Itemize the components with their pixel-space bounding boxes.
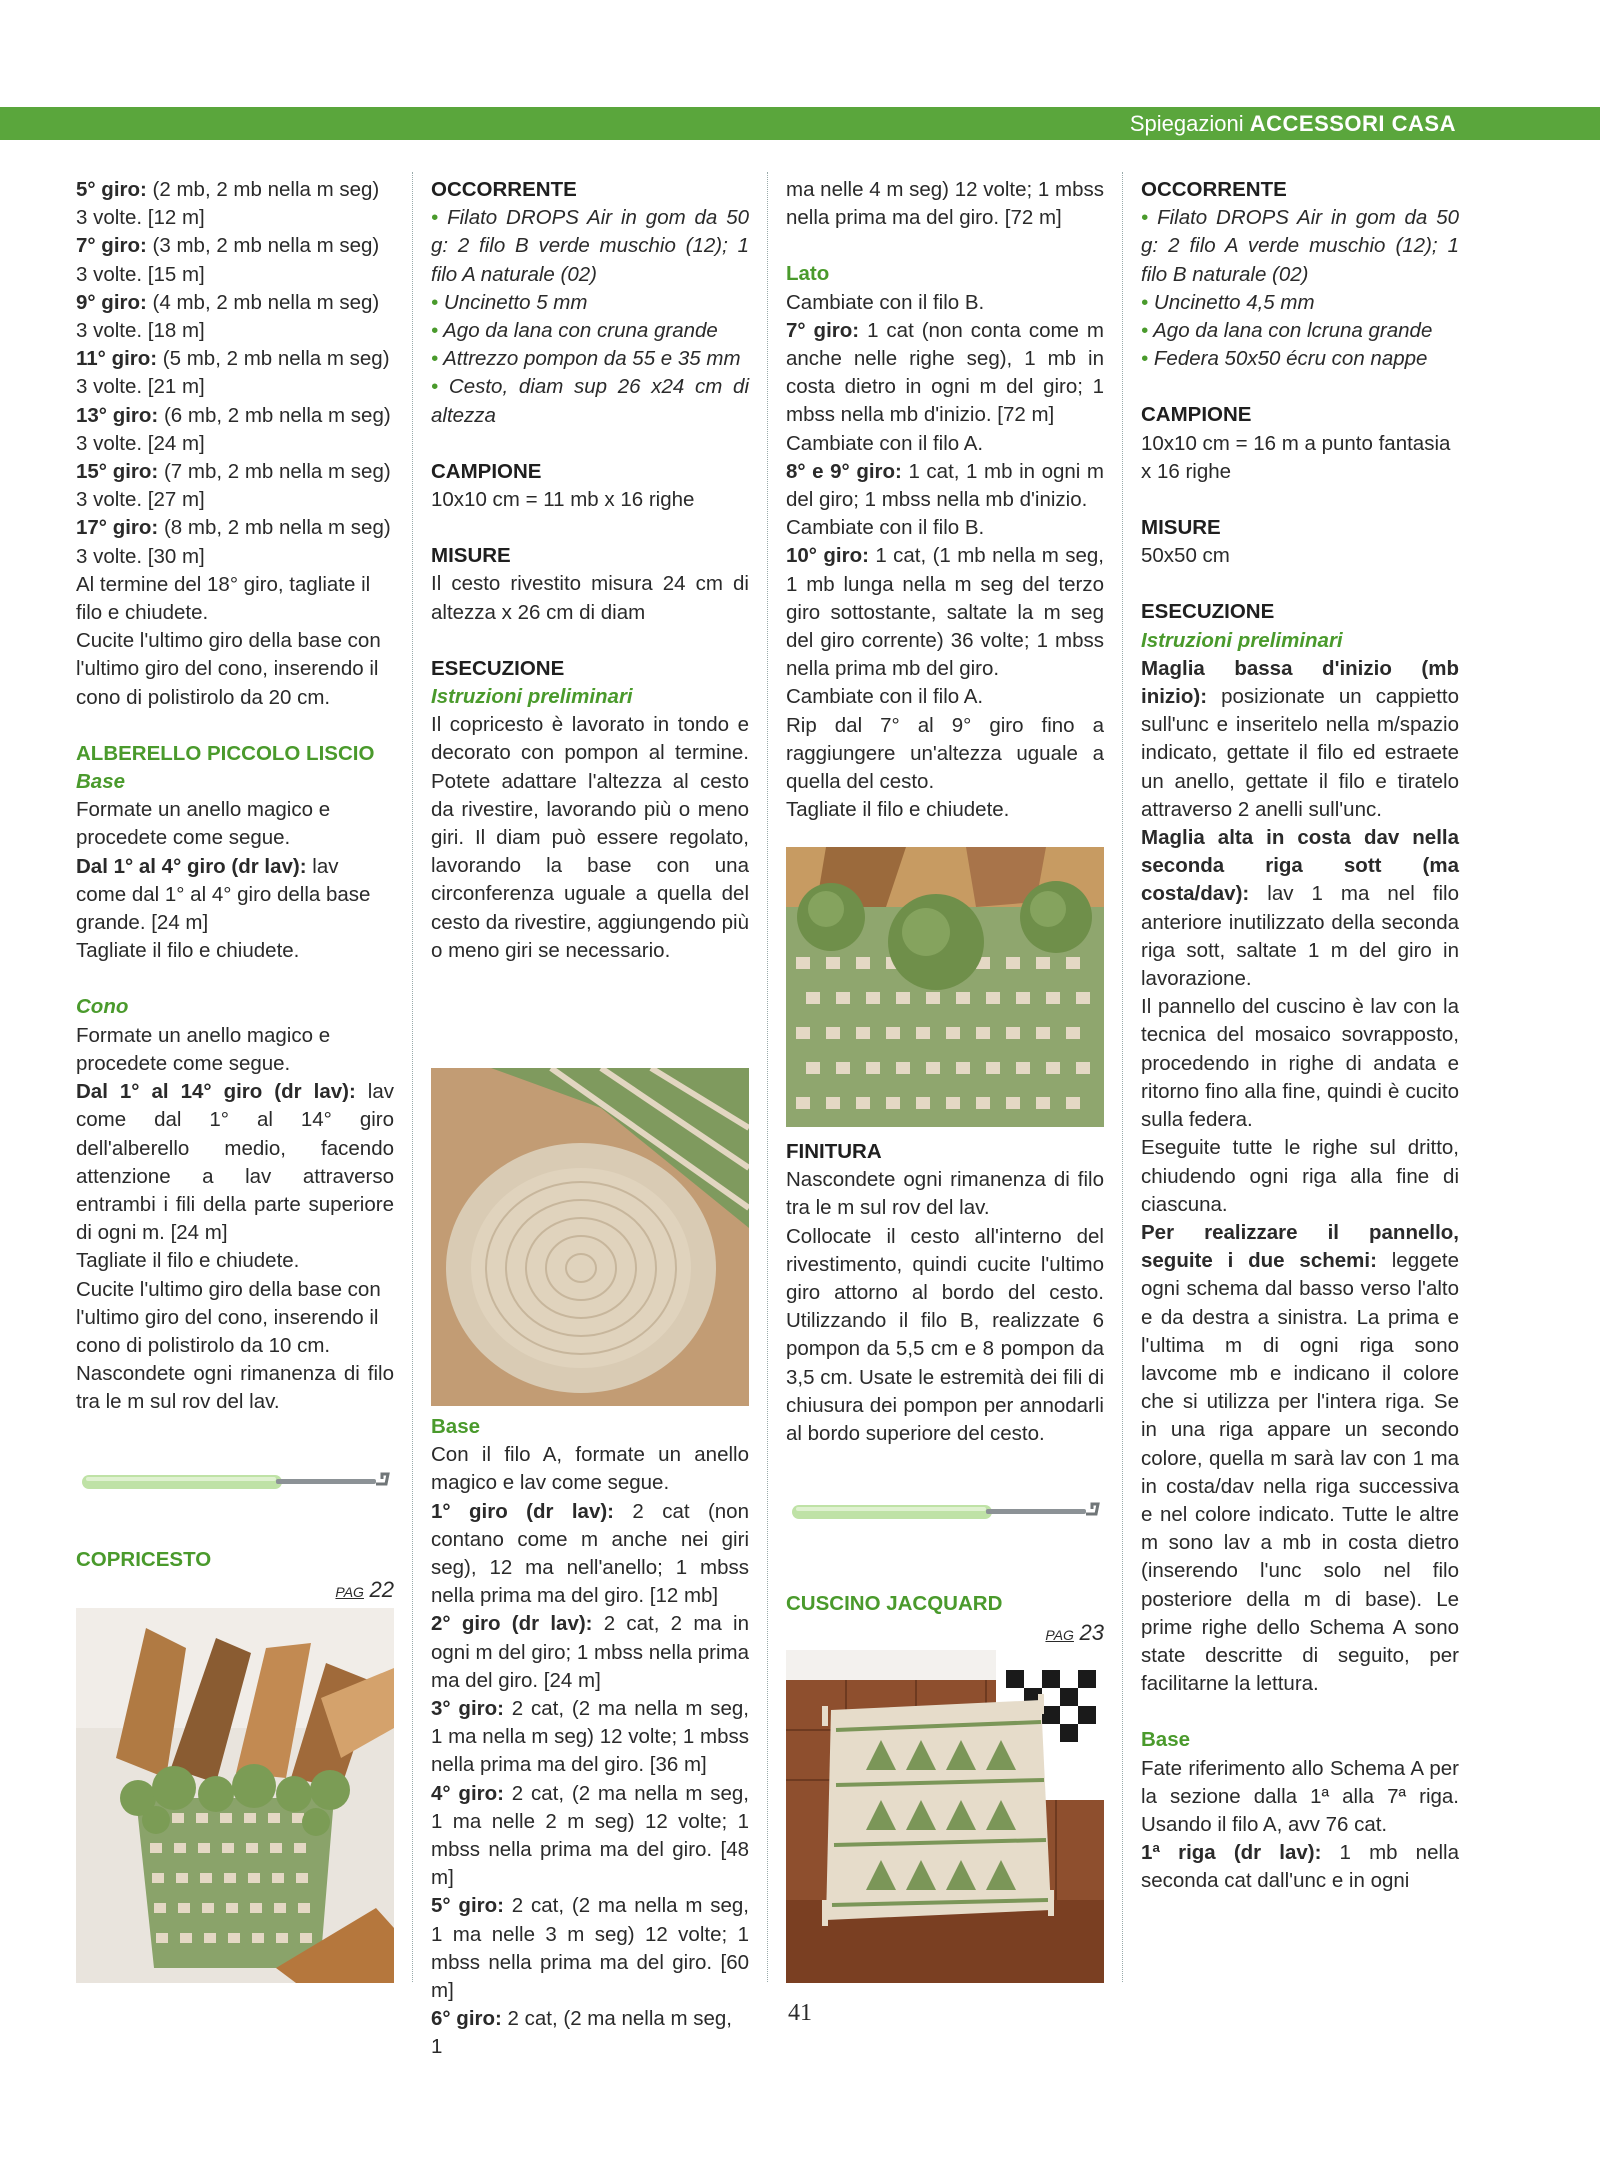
round-text: (6 mb, 2 mb nella m seg) 3 volte. [24 m]	[76, 403, 391, 455]
round-line	[76, 1078, 394, 1247]
round-label: Dal 1° al 14° giro (dr lav):	[76, 1080, 356, 1104]
material-text: Filato DROPS Air in gom da 50 g: 2 filo A verde muschio (12); 1 filo B naturale (02)	[1141, 206, 1460, 286]
paragraph: Nascondete ogni rimanenza di filo tra le m sul rov del lav.	[786, 1168, 1104, 1220]
material-text: Ago da lana con cruna grande	[443, 319, 718, 343]
round-label: 11° giro:	[76, 347, 158, 371]
round-line	[76, 402, 394, 458]
round-text: (4 mb, 2 mb nella m seg) 3 volte. [18 m]	[76, 290, 380, 343]
paragraph: Formate un anello magico e procedete come segue.	[76, 1023, 331, 1075]
round-line	[76, 514, 394, 570]
round-label: 7° giro:	[76, 234, 147, 258]
round-line	[76, 345, 394, 401]
round-line	[76, 458, 394, 514]
page-ref	[786, 1619, 1104, 1649]
paragraph: ma nelle 4 m seg) 12 volte; 1 mbss nella prima ma del giro. [72 m]	[786, 178, 1104, 230]
material-item	[431, 345, 749, 373]
paragraph: Cambiate con il filo B.	[786, 516, 985, 540]
bullet-icon: •	[431, 206, 439, 230]
bullet-icon: •	[1141, 290, 1149, 314]
heading-finitura: FINITURA	[786, 1140, 882, 1163]
paragraph: Cucite l'ultimo giro della base con l'ultimo giro del cono, inserendo il cono di polistirolo da 10 cm.	[76, 1277, 381, 1357]
round-label: 10° giro:	[786, 544, 869, 568]
column-1	[76, 176, 394, 1417]
round-line	[431, 1498, 749, 1611]
round-text: lav come dal 1° al 14° giro dell'alberello medio, facendo attenzione a lav attraverso entrambi i fili della parte superiore di ogni m. [24 m]	[76, 1080, 395, 1245]
section-banner	[0, 107, 1600, 140]
round-label: 1° giro (dr lav):	[431, 1499, 614, 1523]
material-text: Uncinetto 4,5 mm	[1153, 290, 1315, 314]
heading-occorrente: OCCORRENTE	[431, 178, 577, 201]
round-label: 3° giro:	[431, 1697, 504, 1721]
bullet-icon: •	[431, 375, 439, 399]
paragraph: Il copricesto è lavorato in tondo e decorato con pompon al termine. Potete adattare l'altezza al cesto da rivestire, lavorando più o meno giri. Il diam può essere regolato, lavorando la base con una circonferenza uguale a quella del cesto da rivestire, aggiungendo più o meno giri se necessario.	[431, 713, 749, 962]
material-text: Cesto, diam sup 26 x24 cm di altezza	[431, 375, 750, 427]
page-ref-label: PAG	[1045, 1627, 1074, 1643]
banner-title	[1130, 107, 1456, 140]
round-label: Dal 1° al 4° giro (dr lav):	[76, 854, 307, 878]
column-divider	[1122, 172, 1123, 1982]
round-text: 2 cat, (2 ma nella m seg, 1 ma nelle 2 m seg) 12 volte; 1 mbss nella prima ma del giro. [48 m]	[431, 1781, 749, 1890]
paragraph: 50x50 cm	[1141, 544, 1230, 568]
round-label: 9° giro:	[76, 290, 147, 314]
banner-category: ACCESSORI CASA	[1249, 111, 1456, 136]
round-line	[431, 1610, 749, 1695]
heading-occorrente: OCCORRENTE	[1141, 178, 1287, 201]
definition-line	[1141, 824, 1459, 993]
material-text: Filato DROPS Air in gom da 50 g: 2 filo B verde muschio (12); 1 filo A naturale (02)	[431, 206, 750, 286]
round-text: 2 cat, (2 ma nella m seg, 1 ma nella m seg) 12 volte; 1 mbss nella prima ma del giro. [36 m]	[431, 1697, 749, 1777]
round-text: (2 mb, 2 mb nella m seg) 3 volte. [12 m]	[76, 178, 380, 230]
page-ref-number: 23	[1079, 1620, 1104, 1645]
banner-section: Spiegazioni	[1129, 111, 1244, 136]
round-line	[786, 317, 1104, 430]
paragraph: Tagliate il filo e chiudete.	[786, 798, 1010, 822]
heading-esecuzione: ESECUZIONE	[431, 656, 565, 680]
paragraph: Fate riferimento allo Schema A per la sezione dalla 1ª alla 7ª riga. Usando il filo A, avv 76 cat.	[1141, 1756, 1459, 1836]
round-label: 4° giro:	[431, 1781, 504, 1805]
round-line	[76, 853, 394, 938]
round-text: (8 mb, 2 mb nella m seg) 3 volte. [30 m]	[76, 516, 391, 568]
definition-text: posizionate un cappietto sull'unc e inseritelo nella m/spazio indicato, gettate il filo ed estraete un anello, gettate il filo e tiratelo attraverso 2 anelli sull'unc.	[1141, 685, 1459, 821]
round-text: 1 cat, (1 mb nella m seg, 1 mb lunga nella m seg del terzo giro sottostante, saltate la m seg del giro corrente) 36 volte; 1 mbss nella prima mb del giro.	[786, 544, 1105, 681]
paragraph: Il pannello del cuscino è lav con la tecnica del mosaico sovrapposto, procedendo in righe di andata e ritorno fino alla fine, quindi è cucito sulla federa.	[1141, 995, 1459, 1132]
section-title: ALBERELLO PICCOLO LISCIO	[76, 741, 375, 765]
bullet-icon: •	[1141, 206, 1149, 230]
round-line	[431, 1780, 749, 1893]
page-ref	[76, 1576, 394, 1606]
heading-campione: CAMPIONE	[1141, 403, 1252, 427]
subsection-label: Base	[1141, 1728, 1191, 1752]
paragraph: Eseguite tutte le righe sul dritto, chiudendo ogni riga alla fine di ciascuna.	[1141, 1136, 1459, 1216]
definition-text: leggete ogni schema dal basso verso l'alto e da destra a sinistra. La prima e l'ultima m di ogni riga sono lavcome mb e indicano il colore che si utilizza per l'intera riga. Se in una riga appare un secondo colore, quella m sarà lav con 1 ma in costa/dav nella riga successiva e nel colore indicato. Tutte le altre m sono lav a mb in costa dietro (inserendo l'unc solo nel filo posteriore della m di base). Le prime righe dello Schema A sono state descritte di seguito, per facilitarne la lettura.	[1141, 1249, 1459, 1696]
paragraph: Al termine del 18° giro, tagliate il filo e chiudete.	[76, 572, 371, 625]
round-text: 2 cat, (2 ma nella m seg, 1	[431, 2007, 732, 2059]
paragraph: Con il filo A, formate un anello magico e lav come segue.	[431, 1443, 749, 1495]
round-line	[786, 458, 1104, 514]
round-text: (5 mb, 2 mb nella m seg) 3 volte. [21 m]	[76, 347, 390, 399]
page-ref-label: PAG	[335, 1584, 364, 1600]
paragraph: Nascondete ogni rimanenza di filo tra le m sul rov del lav.	[76, 1362, 394, 1414]
crochet-hook-illustration	[786, 1490, 1104, 1530]
paragraph: Tagliate il filo e chiudete.	[76, 939, 300, 963]
bullet-icon: •	[431, 319, 439, 343]
round-label: 6° giro:	[431, 2007, 502, 2031]
column-3-lower	[786, 1138, 1104, 1448]
basket-side-photo	[786, 847, 1104, 1127]
material-item	[1141, 317, 1459, 345]
paragraph: Tagliate il filo e chiudete.	[76, 1249, 300, 1273]
material-item	[431, 317, 749, 345]
material-text: Ago da lana con lcruna grande	[1153, 319, 1433, 343]
definition-line	[1141, 655, 1459, 824]
paragraph: 10x10 cm = 11 mb x 16 righe	[431, 488, 695, 512]
round-text: (7 mb, 2 mb nella m seg) 3 volte. [27 m]	[76, 460, 391, 512]
subsection-label: Base	[431, 1415, 481, 1438]
material-text: Federa 50x50 écru con nappe	[1153, 347, 1428, 371]
round-text: 2 cat (non contano come m anche nei giri seg), 12 ma nell'anello; 1 mbss nella prima ma del giro. [12 mb]	[431, 1499, 749, 1608]
paragraph: Cucite l'ultimo giro della base con l'ultimo giro del cono, inserendo il cono di polistirolo da 20 cm.	[76, 629, 381, 709]
paragraph: Rip dal 7° al 9° giro fino a raggiungere un'altezza uguale a quella del cesto.	[786, 713, 1104, 794]
subsection-label: Istruzioni preliminari	[1141, 628, 1343, 652]
subsection-label: Cono	[76, 995, 129, 1019]
heading-esecuzione: ESECUZIONE	[1141, 600, 1275, 624]
paragraph: Cambiate con il filo A.	[786, 685, 984, 709]
definition-label: Per realizzare il pannello, seguite i due schemi:	[1141, 1220, 1459, 1273]
column-4	[1141, 176, 1459, 1896]
jacquard-cushion-photo	[786, 1650, 1104, 1983]
definition-label: Maglia alta in costa dav nella seconda riga sott (ma costa/dav):	[1141, 826, 1459, 906]
crochet-hook-illustration	[76, 1460, 394, 1500]
round-label: 15° giro:	[76, 460, 159, 484]
round-text: 2 cat, (2 ma nella m seg, 1 ma nelle 3 m seg) 12 volte; 1 mbss nella prima ma del giro. [60 m]	[431, 1894, 749, 2003]
page-number: 41	[788, 2000, 812, 2026]
paragraph: Il cesto rivestito misura 24 cm di altezza x 26 cm di diam	[431, 572, 749, 624]
bullet-icon: •	[1141, 319, 1149, 343]
heading-misure: MISURE	[1141, 516, 1221, 540]
paragraph: Cambiate con il filo A.	[786, 431, 984, 455]
round-line	[786, 542, 1104, 683]
round-label: 1ª riga (dr lav):	[1141, 1841, 1322, 1865]
round-text: (3 mb, 2 mb nella m seg) 3 volte. [15 m]	[76, 234, 380, 286]
round-text: 1 mb nella seconda cat dall'unc e in ogni	[1141, 1841, 1459, 1893]
heading-misure: MISURE	[431, 544, 511, 568]
bullet-icon: •	[1141, 347, 1149, 371]
section-title-copricesto: COPRICESTO	[76, 1548, 212, 1571]
column-divider	[767, 172, 768, 1982]
material-item	[431, 373, 749, 429]
round-text: 2 cat, 2 ma in ogni m del giro; 1 mbss nella prima ma del giro. [24 m]	[431, 1612, 749, 1692]
round-line	[1141, 1839, 1459, 1895]
column-2-lower	[431, 1413, 749, 2062]
material-item	[431, 289, 749, 317]
definition-line	[1141, 1219, 1459, 1698]
round-label: 17° giro:	[76, 516, 159, 540]
material-item	[431, 204, 749, 289]
round-line	[76, 232, 394, 288]
material-item	[1141, 204, 1459, 289]
material-item	[1141, 289, 1459, 317]
bullet-icon: •	[431, 290, 439, 314]
round-label: 8° e 9° giro:	[786, 459, 902, 483]
round-label: 7° giro:	[786, 318, 860, 342]
round-line	[431, 1892, 749, 2005]
subsection-label: Base	[76, 770, 126, 794]
round-text: 1 cat, 1 mb in ogni m del giro; 1 mbss nella mb d'inizio.	[786, 459, 1105, 512]
round-line	[76, 289, 394, 345]
round-label: 5° giro:	[431, 1894, 504, 1918]
column-3	[786, 176, 1104, 824]
round-text: 1 cat (non conta come m anche nelle righe seg), 1 mb in costa dietro in ogni m del giro; 1 mbss nella mb d'inizio. [72 m]	[786, 318, 1104, 427]
material-text: Uncinetto 5 mm	[443, 290, 588, 314]
bullet-icon: •	[431, 347, 439, 371]
heading-campione: CAMPIONE	[431, 459, 542, 483]
round-line	[76, 176, 394, 232]
subsection-label: Istruzioni preliminari	[431, 685, 633, 709]
section-title-cuscino: CUSCINO JACQUARD	[786, 1592, 1003, 1615]
round-text: lav come dal 1° al 4° giro della base grande. [24 m]	[76, 854, 371, 935]
round-label: 13° giro:	[76, 403, 159, 427]
paragraph: Collocate il cesto all'interno del rivestimento, quindi cucite l'ultimo giro attorno al bordo del cesto. Utilizzando il filo B, realizzate 6 pompon da 5,5 cm e 8 pompon da 3,5 cm. Usate le estremità dei fili di chiusura dei pompon per annodarli al bordo superiore del cesto.	[786, 1224, 1104, 1446]
definition-label: Maglia bassa d'inizio (mb inizio):	[1141, 656, 1459, 709]
paragraph: Formate un anello magico e procedete come segue.	[76, 798, 331, 850]
paragraph: Cambiate con il filo B.	[786, 290, 985, 314]
page-ref-number: 22	[369, 1577, 394, 1602]
definition-text: lav 1 ma nel filo anteriore inutilizzato della seconda riga sott, saltate 1 m del giro in lavorazione.	[1141, 882, 1459, 991]
round-line	[431, 1695, 749, 1780]
paragraph: 10x10 cm = 16 m a punto fantasia x 16 righe	[1141, 431, 1451, 483]
column-2	[431, 176, 749, 965]
material-item	[1141, 345, 1459, 373]
round-label: 2° giro (dr lav):	[431, 1612, 593, 1636]
column-divider	[412, 172, 413, 1982]
material-text: Attrezzo pompon da 55 e 35 mm	[443, 347, 741, 371]
subsection-label: Lato	[786, 262, 830, 286]
round-label: 5° giro:	[76, 178, 147, 201]
basket-cover-photo	[76, 1608, 394, 1983]
basket-base-photo	[431, 1068, 749, 1406]
